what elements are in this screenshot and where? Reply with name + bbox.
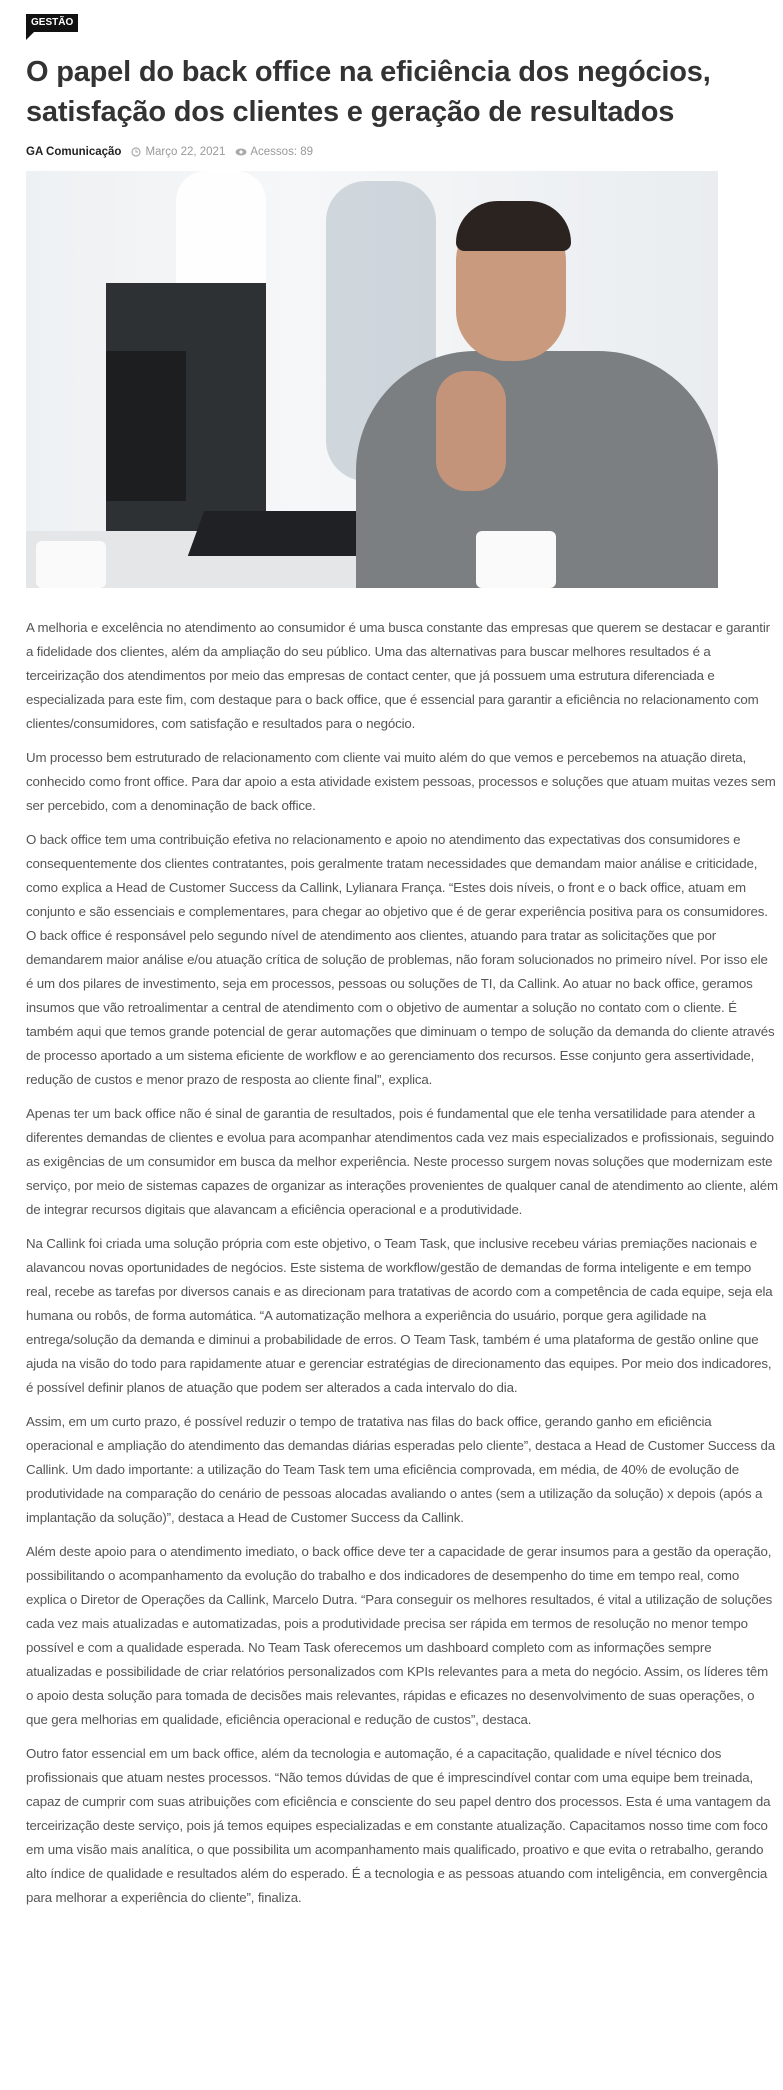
date [131,146,225,158]
article-meta [26,146,778,158]
author-link[interactable]: GA Comunicação [26,146,122,158]
article-title: O papel do back office na eficiência dos negócios, satisfação dos clientes e geração de resultados [26,56,711,128]
paragraph: Outro fator essencial em um back office, além da tecnologia e automação, é a capacitação, qualidade e nível técnico dos profissionais que atuam nestes processos. “Não temos dúvidas de que é imprescindível contar com uma equipe bem treinada, capaz de cumprir com suas atribuições com eficiência e consciente do seu papel dentro dos processos. Esta é uma vantagem da terceirização deste serviço, pois já temos equipes especializadas e em constante atualização. Capacitamos nosso time com foco em uma visão mais analítica, o que possibilita um acompanhamento mais qualificado, proativo e que evita o retrabalho, gerando alto índice de qualidade e resultados além do esperado. É a tecnologia e as pessoas atuando com inteligência, em convergência para melhorar a experiência do cliente”, finaliza. [26,1746,771,1905]
paragraph: Além deste apoio para o atendimento imediato, o back office deve ter a capacidade de gerar insumos para a gestão da operação, possibilitando o acompanhamento da evolução do trabalho e dos indicadores de desempenho do time em tempo real, como explica o Diretor de Operações da Callink, Marcelo Dutra. “Para conseguir os melhores resultados, é vital a utilização de soluções cada vez mais atualizadas e automatizadas, pois a produtividade precisa ser rápida em termos de resolução no menor tempo possível e com a qualidade esperada. No Team Task oferecemos um dashboard completo com as informações sempre atualizadas e possibilidade de criar relatórios personalizados com KPIs relevantes para a meta do negócio. Assim, os líderes têm o apoio desta solução para tomada de decisões mais relevantes, rápidas e eficazes no desenvolvimento de suas operações, o que gera melhorias em qualidade, eficiência operacional e redução de custos”, destaca. [26,1544,773,1727]
paragraph: O back office tem uma contribuição efetiva no relacionamento e apoio no atendimento das expectativas dos consumidores e consequentemente dos clientes contratantes, pois geralmente tratam necessidades que demandam maior análise e criticidade, como explica a Head de Customer Success da Callink, Lylianara França. “Estes dois níveis, o front e o back office, atuam em conjunto e são essenciais e complementares, para chegar ao objetivo que é de gerar experiência positiva para os consumidores. O back office é responsável pelo segundo nível de atendimento aos clientes, atuando para tratar as solicitações que por demandarem maior análise e/ou atuação crítica de solução de problemas, não foram solucionados no primeiro nível. Por isso ele é um dos pilares de investimento, seja em processos, pessoas ou soluções de TI, da Callink. Ao atuar no back office, geramos insumos que vão retroalimentar a central de atendimento com o objetivo de aumentar a solução no contato com o cliente. É também aqui que temos grande potencial de gerar automações que diminuam o tempo de solução da demanda do cliente através de processo aportado a um sistema eficiente de workflow e ao gerenciamento dos recursos. Esse conjunto gera assertividade, redução de custos e menor prazo de resposta ao cliente final”, explica. [26,832,775,1087]
article-body [26,616,778,1910]
date-text: Março 22, 2021 [145,146,226,158]
paragraph: Um processo bem estruturado de relacionamento com cliente vai muito além do que vemos e percebemos na atuação direta, conhecido como front office. Para dar apoio a esta atividade existem pessoas, processos e soluções que atuam muitas vezes sem ser percebido, com a denominação de back office. [26,750,776,813]
paragraph: A melhoria e excelência no atendimento ao consumidor é uma busca constante das empresas que querem se destacar e garantir a fidelidade dos clientes, além da ampliação do seu público. Uma das alternativas para buscar melhores resultados é a terceirização dos atendimentos por meio das empresas de contact center, que já possuem uma estrutura diferenciada e especializada para este fim, com destaque para o back office, que é essencial para garantir a eficiência no relacionamento com clientes/consumidores, com satisfação e resultados para o negócio. [26,620,770,731]
clock-icon [131,147,141,157]
paragraph: Apenas ter um back office não é sinal de garantia de resultados, pois é fundamental que ele tenha versatilidade para atender a diferentes demandas de clientes e evolua para acompanhar atendimentos cada vez mais especializados e profissionais, seguindo as exigências de um consumidor em busca da melhor experiência. Neste processo surgem novas soluções que modernizam este serviço, por meio de sistemas capazes de organizar as interações provenientes de qualquer canal de atendimento ao cliente, além de integrar recursos digitais que alavancam a eficiência operacional e a produtividade. [26,1106,778,1217]
category-badge[interactable]: GESTÃO [26,14,78,32]
eye-icon [235,148,247,156]
views [235,146,313,158]
paragraph: Assim, em um curto prazo, é possível reduzir o tempo de tratativa nas filas do back office, gerando ganho em eficiência operacional e ampliação do atendimento das demandas diárias esperadas pelo cliente”, destaca a Head de Customer Success da Callink. Um dado importante: a utilização do Team Task tem uma eficiência comprovada, em média, de 40% de evolução de produtividade na comparação do cenário de pessoas alocadas avaliando o antes (sem a utilização da solução) x depois (após a implantação da solução)”, destaca a Head de Customer Success da Callink. [26,1414,775,1525]
views-text: Acessos: 89 [250,146,314,158]
article-hero-image [26,171,718,588]
paragraph: Na Callink foi criada uma solução própria com este objetivo, o Team Task, que inclusive recebeu várias premiações nacionais e alavancou novas oportunidades de negócios. Este sistema de workflow/gestão de demandas de forma inteligente e em tempo real, recebe as tarefas por diversos canais e as direcionam para tratativas de acordo com a competência de cada equipe, seja ela humana ou robôs, de forma automática. “A automatização melhora a experiência do usuário, porque gera agilidade na entrega/solução da demanda e diminui a probabilidade de erros. O Team Task, também é uma plataforma de gestão online que ajuda na visão do todo para rapidamente atuar e gerenciar estratégias de direcionamento das equipes. Por meio dos indicadores, é possível definir planos de atuação que podem ser alterados a cada intervalo do dia. [26,1236,773,1395]
